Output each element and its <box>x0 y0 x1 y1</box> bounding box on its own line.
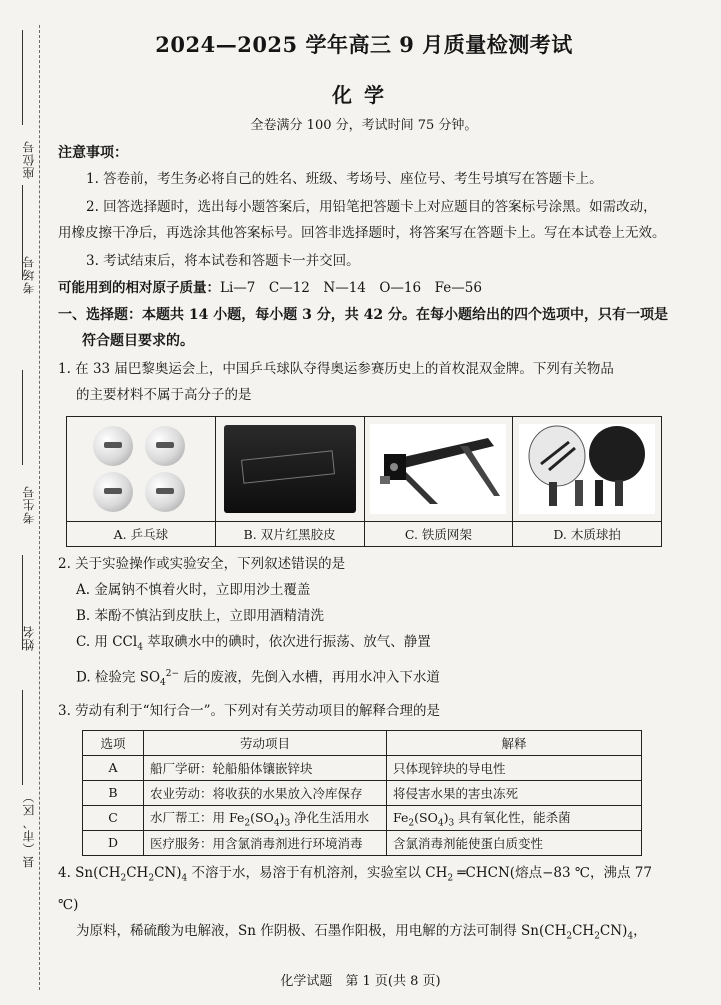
table-row: C 水厂帮工：用 $Fe_2(SO_4)_3$ 净化生活用水 $Fe_2(SO_4)_3$ 具有氧化性，能杀菌 <box>83 805 642 830</box>
question-3-stem: 3. 劳动有利于“知行合一”。下列对有关劳动项目的解释合理的是 <box>58 702 440 719</box>
question-1 <box>58 356 670 408</box>
margin-blank-seat <box>22 30 24 125</box>
q3-header-option: 选项 <box>83 730 144 755</box>
table-row: D 医疗服务：用含氯消毒剂进行环境消毒 含氯消毒剂能使蛋白质变性 <box>83 830 642 855</box>
margin-label-seat: 座位号 <box>22 140 36 179</box>
q1-stem-line-2: 的主要材料不属于高分子的是 <box>76 387 252 403</box>
q2-option-b: B. 苯酚不慎沾到皮肤上，立即用酒精清洗 <box>76 608 325 624</box>
q3-table <box>82 730 642 856</box>
q1-stem-line-1: 1. 在 33 届巴黎奥运会上，中国乒乓球队夺得奥运参赛历史上的首枚混双金牌。下列有关物品 <box>58 361 614 377</box>
notice-item-1: 1. 答卷前，考生务必将自己的姓名、班级、考场号、座位号、考生号填写在答题卡上。 <box>86 171 603 187</box>
atomic-mass-values: Li—7 C—12 N—14 O—16 Fe—56 <box>220 280 482 296</box>
section-heading <box>58 302 670 354</box>
q1-image-table <box>66 416 662 547</box>
score-line: 全卷满分 100 分，考试时间 75 分钟。 <box>250 118 478 133</box>
notice-item-3: 3. 考试结束后，将本试卷和答题卡一并交回。 <box>86 253 360 269</box>
q1-image-d <box>513 417 662 522</box>
margin-blank-room <box>22 185 24 280</box>
q1-option-b: B. 双片红黑胶皮 <box>215 522 364 547</box>
subject-title: 化学 <box>332 83 396 107</box>
binding-line <box>39 25 40 990</box>
content <box>58 30 670 949</box>
q1-image-a <box>67 417 216 522</box>
q1-image-b <box>215 417 364 522</box>
q3-header-explanation: 解释 <box>387 730 642 755</box>
exam-title: 2024—2025 学年高三 9 月质量检测考试 <box>155 32 573 57</box>
q2-option-c: C. 用 CCl$_4$ 萃取碘水中的碘时，依次进行振荡、放气、静置 <box>76 634 431 653</box>
iron-net-frame-image <box>370 424 506 514</box>
table-row: B 农业劳动：将收获的水果放入冷库保存 将侵害水果的害虫冻死 <box>83 780 642 805</box>
notice-title: 注意事项： <box>58 145 128 161</box>
section-line-2: 符合题目要求的。 <box>82 333 194 349</box>
margin-label-county: 县（市、区） <box>22 790 36 868</box>
notice-item-2: 2. 回答选择题时，选出每小题答案后，用铅笔把答题卡上对应题目的答案标号涂黑。如需改动，用橡皮擦干净后，再选涂其他答案标号。回答非选择题时，将答案写在答题卡上。写在本试卷上无效。 <box>58 199 666 241</box>
rubber-sheet-image <box>224 425 356 513</box>
ping-pong-balls-image <box>79 424 203 514</box>
margin-blank-examno <box>22 370 24 465</box>
q3-header-item: 劳动项目 <box>144 730 387 755</box>
margin-label-room: 考场号 <box>22 255 36 294</box>
page-footer: 化学试题 第 1 页(共 8 页) <box>280 974 441 989</box>
wooden-paddle-image <box>519 424 655 514</box>
q1-option-c: C. 铁质网架 <box>364 522 513 547</box>
margin-label-examno: 考生号 <box>22 485 36 524</box>
margin-blank-name <box>22 555 24 650</box>
q2-option-d: D. 检验完 $SO_4^{2-}$ 后的废液，先倒入水槽，再用水冲入下水道 <box>76 668 440 688</box>
q2-option-a: A. 金属钠不慎着火时，立即用沙土覆盖 <box>76 582 311 598</box>
question-2-stem: 2. 关于实验操作或实验安全，下列叙述错误的是 <box>58 556 346 572</box>
question-4: 4. $Sn(CH_2CH_2CN)_4$ 不溶于水，易溶于有机溶剂，实验室以 $CH_2$ ═CHCN(熔点−83 ℃，沸点 77 ℃) 为原料，稀硫酸为电解液，Sn 作阴极、石墨作阳极，用电解的方法可制得 $Sn(CH_2CH_2CN)_4$， <box>58 864 652 942</box>
q1-option-d: D. 木质球拍 <box>513 522 662 547</box>
margin-blank-county <box>22 690 24 785</box>
atomic-mass-line <box>58 276 670 300</box>
atomic-mass-label: 可能用到的相对原子质量： <box>58 280 220 296</box>
section-line-1: 一、选择题：本题共 14 小题，每小题 3 分，共 42 分。在每小题给出的四个选项中，只有一项是 <box>58 307 668 323</box>
q1-image-c <box>364 417 513 522</box>
q1-option-a: A. 乒乓球 <box>67 522 216 547</box>
table-row: A 船厂学研：轮船船体镶嵌锌块 只体现锌块的导电性 <box>83 755 642 780</box>
margin-label-name: 姓名 <box>22 625 36 651</box>
